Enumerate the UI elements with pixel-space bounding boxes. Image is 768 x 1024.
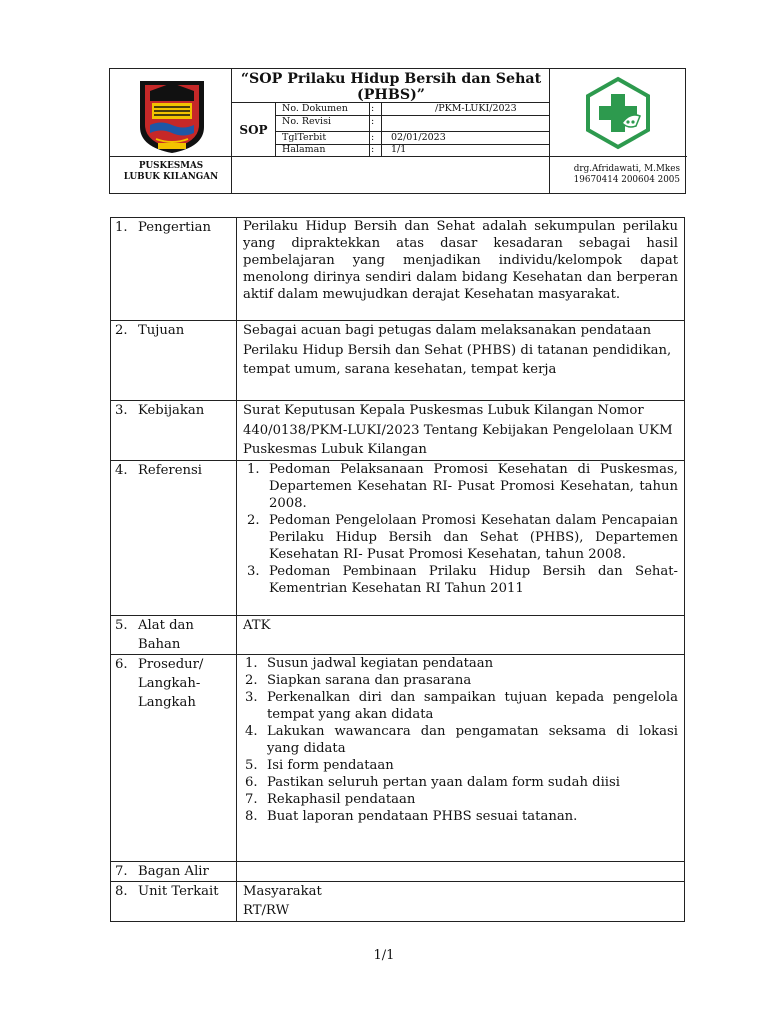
- list-item-text: Susun jadwal kegiatan pendataan: [267, 655, 494, 671]
- row-label-text: Unit Terkait: [138, 883, 219, 899]
- signer-name: drg.Afridawati, M.Mkes: [573, 164, 680, 174]
- row-label: [111, 460, 237, 615]
- unit-line: RT/RW: [243, 902, 290, 918]
- list-item-text: Siapkan sarana dan prasarana: [267, 672, 472, 688]
- row-content: [237, 218, 685, 321]
- list-item-text: Pedoman Pelaksanaan Promosi Kesehatan di Puskesmas, Departemen Kesehatan RI- Pusat Promosi Kesehatan, tahun 2008.: [269, 461, 678, 511]
- meta-value: 02/01/2023: [391, 132, 446, 143]
- alat-text: ATK: [243, 617, 271, 633]
- list-item: 7. Rekaphasil pendataan: [245, 791, 678, 808]
- meta-sep: :: [371, 144, 375, 155]
- row-content: [237, 401, 685, 461]
- tujuan-text: Sebagai acuan bagi petugas dalam melaksanakan pendataan Perilaku Hidup Bersih dan Sehat (PHBS) di tatanan pendidikan, tempat umum, sarana kesehatan, tempat kerja: [243, 323, 672, 377]
- row-content: [237, 460, 685, 615]
- row-number: 8.: [115, 883, 128, 899]
- row-label: [111, 218, 237, 321]
- row-number: 3.: [115, 403, 128, 418]
- list-item-text: Isi form pendataan: [267, 757, 394, 773]
- org-line: PUSKESMAS: [138, 161, 204, 171]
- list-item-text: Rekaphasil pendataan: [267, 791, 416, 807]
- row-label-text: Alat dan: [138, 617, 194, 633]
- puskesmas-logo-icon: [584, 76, 652, 150]
- row-label-text: Langkah: [138, 694, 196, 710]
- kebijakan-text: Surat Keputusan Kepala Puskesmas Lubuk Kilangan Nomor 440/0138/PKM-LUKI/2023 Tentang Kebijakan Pengelolaan UKM Puskesmas Lubuk Kilangan: [243, 403, 673, 457]
- list-item: 1. Pedoman Pelaksanaan Promosi Kesehatan di Puskesmas, Departemen Kesehatan RI- Pusat Promosi Kesehatan, tahun 2008.: [247, 461, 678, 511]
- sop-label: SOP: [239, 122, 268, 137]
- meta-sep: :: [371, 132, 375, 143]
- list-item: 3. Pedoman Pembinaan Prilaku Hidup Bersih dan Sehat-Kementrian Kesehatan RI Tahun 2011: [247, 563, 678, 596]
- list-item: 3. Perkenalkan diri dan sampaikan tujuan kepada pengelola tempat yang akan didata: [245, 689, 678, 722]
- meta-key: TglTerbit: [282, 132, 327, 143]
- table-row: [111, 218, 685, 321]
- meta-row-halaman: [275, 144, 550, 157]
- document-title: “SOP Prilaku Hidup Bersih dan Sehat (PHBS)”: [240, 71, 542, 103]
- org-line: LUBUK KILANGAN: [123, 172, 219, 182]
- unit-line: Masyarakat: [243, 883, 322, 899]
- prosedur-list: [245, 655, 678, 825]
- list-item: 4. Lakukan wawancara dan pengamatan seksama di lokasi yang didata: [245, 723, 678, 756]
- referensi-list: [247, 461, 678, 597]
- table-row: [111, 321, 685, 401]
- row-label: [111, 881, 237, 921]
- meta-key: No. Dokumen: [282, 103, 348, 114]
- row-content: [237, 615, 685, 654]
- meta-value: /PKM-LUKI/2023: [435, 103, 517, 114]
- row-content: [237, 881, 685, 921]
- list-item-text: Pedoman Pengelolaan Promosi Kesehatan dalam Pencapaian Perilaku Hidup Bersih dan Sehat (PHBS), Departemen Kesehatan RI- Pusat Promosi Kesehatan, tahun 2008.: [269, 512, 678, 562]
- meta-row-no-dokumen: [275, 103, 550, 116]
- row-label-text: Tujuan: [138, 323, 185, 338]
- list-item: 2. Siapkan sarana dan prasarana: [245, 672, 678, 689]
- row-label-text: Pengertian: [138, 220, 212, 235]
- list-item: 2. Pedoman Pengelolaan Promosi Kesehatan dalam Pencapaian Perilaku Hidup Bersih dan Sehat (PHBS), Departemen Kesehatan RI- Pusat Promosi Kesehatan, tahun 2008.: [247, 512, 678, 562]
- table-row: [111, 654, 685, 861]
- row-number: 4.: [115, 462, 128, 478]
- meta-sep: :: [371, 103, 375, 114]
- list-item-text: Perkenalkan diri dan sampaikan tujuan kepada pengelola tempat yang akan didata: [267, 689, 678, 722]
- list-item: 5. Isi form pendataan: [245, 757, 678, 774]
- table-row: [111, 401, 685, 461]
- row-label-text: Kebijakan: [138, 403, 205, 418]
- meta-key: Halaman: [282, 144, 326, 155]
- row-label: [111, 861, 237, 881]
- row-number: 5.: [115, 617, 128, 633]
- pengertian-text: Perilaku Hidup Bersih dan Sehat adalah sekumpulan perilaku yang dipraktekkan atas dasar kesadaran sebagai hasil pembelajaran yang menjadikan individu/kelompok dapat menolong dirinya sendiri dalam bidang Kesehatan dan berperan aktif dalam mewujudkan derajat Kesehatan masyarakat.: [243, 219, 678, 302]
- table-row: [111, 460, 685, 615]
- row-content: [237, 654, 685, 861]
- row-content: [237, 861, 685, 881]
- list-item-text: Pastikan seluruh pertan yaan dalam form sudah diisi: [267, 774, 621, 790]
- row-number: 1.: [115, 220, 128, 235]
- list-item-text: Pedoman Pembinaan Prilaku Hidup Bersih dan Sehat-Kementrian Kesehatan RI Tahun 2011: [269, 563, 678, 596]
- row-label: [111, 654, 237, 861]
- row-label-text: Bagan Alir: [138, 863, 209, 879]
- list-item-text: Lakukan wawancara dan pengamatan seksama di lokasi yang didata: [267, 723, 678, 756]
- row-label-text: Bahan: [138, 636, 181, 652]
- row-label: [111, 615, 237, 654]
- meta-value: 1/1: [391, 144, 407, 155]
- row-number: 7.: [115, 863, 128, 879]
- row-label-text: Prosedur/: [138, 656, 204, 672]
- row-label: [111, 401, 237, 461]
- list-item: 1. Susun jadwal kegiatan pendataan: [245, 655, 678, 672]
- table-row: [111, 615, 685, 654]
- row-number: 6.: [115, 656, 128, 672]
- meta-sep: :: [371, 116, 375, 127]
- row-number: 2.: [115, 323, 128, 338]
- signer-nip: 19670414 200604 2005: [573, 175, 680, 185]
- meta-key: No. Revisi: [282, 116, 331, 127]
- list-item-text: Buat laporan pendataan PHBS sesuai tatanan.: [267, 808, 578, 824]
- page-number: 1/1: [373, 948, 395, 963]
- signer-block: [550, 164, 686, 186]
- table-row: [111, 881, 685, 921]
- list-item: 8. Buat laporan pendataan PHBS sesuai tatanan.: [245, 808, 678, 825]
- meta-row-no-revisi: [275, 116, 550, 129]
- table-row: [111, 861, 685, 881]
- row-label: [111, 321, 237, 401]
- document-header: [109, 68, 686, 194]
- list-item: 6. Pastikan seluruh pertan yaan dalam form sudah diisi: [245, 774, 678, 791]
- org-name: [110, 161, 232, 183]
- row-label-text: Langkah-: [138, 675, 201, 691]
- city-emblem-icon: [136, 77, 208, 155]
- row-content: [237, 321, 685, 401]
- row-label-text: Referensi: [138, 462, 203, 478]
- sop-content-table: [110, 217, 685, 922]
